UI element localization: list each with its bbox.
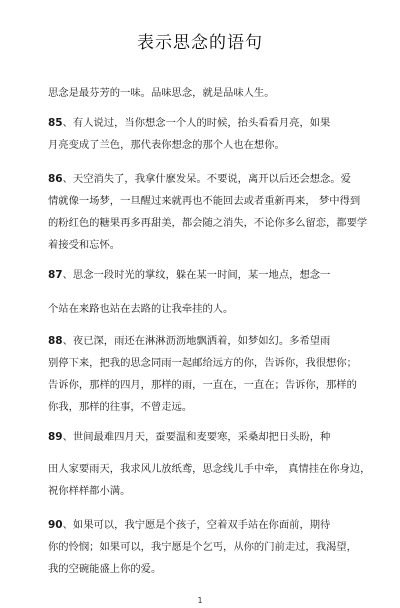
paragraph-line: 你的怜悯；如果可以，我宁愿是个乞丐，从你的门前走过，我渴望， — [48, 541, 357, 553]
paragraph-line: 告诉你，那样的四月，那样的雨，一直在，一直在；告诉你，那样的 — [48, 379, 357, 391]
paragraph-line: 月亮变成了兰色，那代表你想念的那个人也在想你。 — [48, 139, 285, 151]
intro-text: 思念是最芬芳的一味。品味思念，就是品味人生。 — [48, 87, 275, 99]
line-text: 、天空消失了，我拿什麽发呆。不要说，离开以后还会想念。爱 — [62, 173, 351, 185]
item-number: 90 — [48, 519, 63, 531]
paragraph-86 — [48, 168, 370, 256]
line-text: 、夜已深，雨还在淋淋沥沥地飘洒着，如梦如幻。多希望雨 — [62, 335, 331, 347]
paragraph-line: 别停下来，把我的思念同雨一起邮给远方的你，告诉你，我很想你； — [48, 357, 357, 369]
paragraph-88 — [48, 330, 370, 418]
paragraph-line — [48, 330, 370, 352]
paragraph-87 — [48, 264, 370, 320]
page-number: 1 — [197, 596, 203, 605]
paragraph-line — [48, 264, 370, 286]
document-title: 表示思念的语句 — [137, 33, 263, 53]
paragraph-line: 的粉红色的糖果再多再甜美，都会随之消失，不论你多么留恋，都要学 — [48, 217, 368, 229]
paragraph-line — [48, 426, 370, 448]
line-text: 、有人说过，当你想念一个人的时候，抬头看看月亮，如果 — [62, 117, 331, 129]
item-number: 89 — [48, 431, 63, 443]
paragraph-line — [48, 168, 370, 190]
paragraph-85 — [48, 112, 370, 156]
paragraph-line — [48, 514, 370, 536]
paragraph-line: 情就像一场梦，一旦醒过来就再也不能回去或者重新再来， 梦中得到 — [48, 195, 361, 207]
line-text: 、如果可以，我宁愿是个孩子，空着双手站在你面前，期待 — [62, 519, 331, 531]
item-number: 86 — [48, 173, 63, 185]
paragraph-line: 着接受和忘怀。 — [48, 239, 121, 251]
paragraph-line: 个站在来路也站在去路的让我牵挂的人。 — [48, 303, 234, 315]
paragraph-90 — [48, 514, 370, 580]
item-number: 87 — [48, 269, 63, 281]
item-number: 85 — [48, 117, 63, 129]
paragraph-line — [48, 112, 370, 134]
line-text: 、世间最难四月天，蚕要温和麦要寒，采桑却把日头盼，种 — [62, 431, 331, 443]
intro-paragraph — [48, 82, 370, 104]
paragraph-line: 你我，那样的往事，不曾走远。 — [48, 401, 193, 413]
line-text: 、思念一段时光的掌纹，躲在某一时间，某一地点，想念一 — [62, 269, 331, 281]
paragraph-line: 祝你样样都小满。 — [48, 485, 131, 497]
paragraph-line: 田人家要雨天，我求风儿放纸鸢，思念线儿手中牵， 真情挂在你身边， — [48, 463, 371, 475]
paragraph-line: 我的空碗能盛上你的爱。 — [48, 563, 162, 575]
item-number: 88 — [48, 335, 63, 347]
paragraph-89 — [48, 426, 370, 502]
